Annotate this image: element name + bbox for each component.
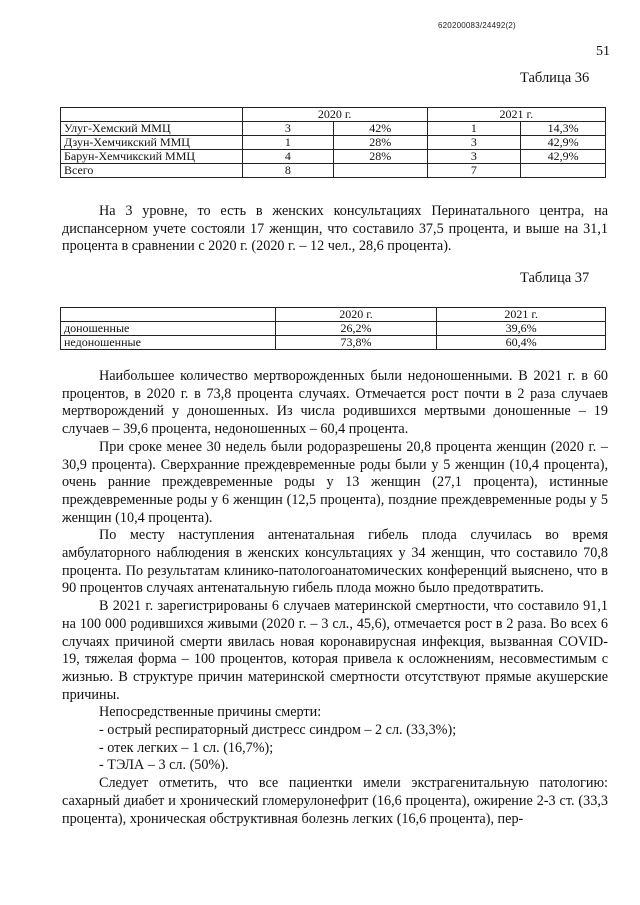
table-cell: 14,3% (521, 122, 606, 136)
paragraph: По месту наступления антенатальная гибель плода случилась во время амбулаторного наблюдения в женских консультациях у 34 женщин, что составило 70,8 процента. По результатам клинико-патологоанатомических конференций выяснено, что в 90 процентов случаях антенатальную гибель плода можно было предотвратить. (62, 527, 608, 597)
row-label: доношенные (61, 322, 276, 336)
table-cell: 3 (242, 122, 333, 136)
document-code: 620200083/24492(2) (438, 21, 516, 30)
column-header-2021: 2021 г. (437, 308, 606, 322)
column-header-2020: 2020 г. (275, 308, 437, 322)
paragraph: Непосредственные причины смерти: (99, 704, 322, 721)
paragraph: Следует отметить, что все пациентки имели экстрагенитальную патологию: сахарный диабет и хронический гломерулонефрит (16,6 процента), ожирение 2-3 ст. (33,3 процента), хроническая обструктивная болезнь легких (16,6 процента), пер- (62, 775, 608, 827)
table-cell: 3 (427, 136, 521, 150)
paragraph: В 2021 г. зарегистрированы 6 случаев материнской смертности, что составило 91,1 на 100 000 родившихся живыми (2020 г. – 3 сл., 45,6), отмечается рост в 2 раза. Во всех 6 случаях причиной смерти явилась новая коронавирусная инфекция, вызванная COVID-19, тяжелая форма – 100 процентов, которая привела к осложнениям, несовместимым с жизнью. В структуре причин материнской смертности отсутствуют прямые акушерские причины. (62, 598, 608, 703)
table-cell: 4 (242, 150, 333, 164)
table-36-caption: Таблица 36 (520, 70, 590, 86)
table-cell: 3 (427, 150, 521, 164)
table-cell: 26,2% (275, 322, 437, 336)
page-number: 51 (596, 44, 610, 59)
table-cell: 39,6% (437, 322, 606, 336)
table-37-caption: Таблица 37 (520, 270, 590, 286)
table-row (61, 322, 606, 336)
row-label: недоношенные (61, 336, 276, 350)
column-header-2020: 2020 г. (242, 108, 427, 122)
body-text (62, 368, 608, 828)
table-cell: 42,9% (521, 136, 606, 150)
table-cell: 42% (334, 122, 428, 136)
table-37 (60, 307, 606, 350)
table-cell: 42,9% (521, 150, 606, 164)
column-header-2021: 2021 г. (427, 108, 605, 122)
row-label: Всего (61, 164, 243, 178)
table-cell: 7 (427, 164, 521, 178)
row-label: Барун-Хемчикский ММЦ (61, 150, 243, 164)
table-row (61, 164, 606, 178)
table-cell (334, 164, 428, 178)
row-label: Дзун-Хемчикский ММЦ (61, 136, 243, 150)
table-cell (61, 308, 276, 322)
paragraph: На 3 уровне, то есть в женских консультациях Перинатального центра, на диспансерном учете состояли 17 женщин, что составило 37,5 процента, и выше на 31,1 процента в сравнении с 2020 г. (2020 г. – 12 чел., 28,6 процента). (62, 203, 608, 255)
row-label: Улуг-Хемский ММЦ (61, 122, 243, 136)
table-cell: 28% (334, 136, 428, 150)
table-cell: 1 (427, 122, 521, 136)
table-cell: 73,8% (275, 336, 437, 350)
list-item: - отек легких – 1 сл. (16,7%); (99, 739, 274, 756)
table-cell: 1 (242, 136, 333, 150)
table-row (61, 122, 606, 136)
paragraph-level3 (62, 203, 608, 256)
table-36 (60, 107, 606, 178)
table-row (61, 150, 606, 164)
paragraph: Наибольшее количество мертворожденных были недоношенными. В 2021 г. в 60 процентов, в 2020 г. в 73,8 процента случаях. Отмечается рост почти в 2 раза случаев мертворождений у доношенных. Из числа родившихся мертвыми доношенные – 19 случаев – 39,6 процента, недоношенных – 60,4 процента. (62, 368, 608, 438)
table-cell: 60,4% (437, 336, 606, 350)
list-item: - ТЭЛА – 3 сл. (50%). (99, 757, 229, 774)
table-cell (61, 108, 243, 122)
table-header-row (61, 108, 606, 122)
table-cell: 8 (242, 164, 333, 178)
table-row (61, 336, 606, 350)
table-cell: 28% (334, 150, 428, 164)
paragraph: При сроке менее 30 недель были родоразрешены 20,8 процента женщин (2020 г. – 30,9 процента). Сверхранние преждевременные роды были у 5 женщин (10,4 процента), очень ранние преждевременные роды у 13 женщин (27,1 процента), истинные преждевременные роды у 6 женщин (12,5 процента), поздние преждевременные роды у 5 женщин (10,4 процента). (62, 438, 608, 526)
table-header-row (61, 308, 606, 322)
list-item: - острый респираторный дистресс синдром – 2 сл. (33,3%); (99, 722, 457, 739)
table-cell (521, 164, 606, 178)
table-row (61, 136, 606, 150)
